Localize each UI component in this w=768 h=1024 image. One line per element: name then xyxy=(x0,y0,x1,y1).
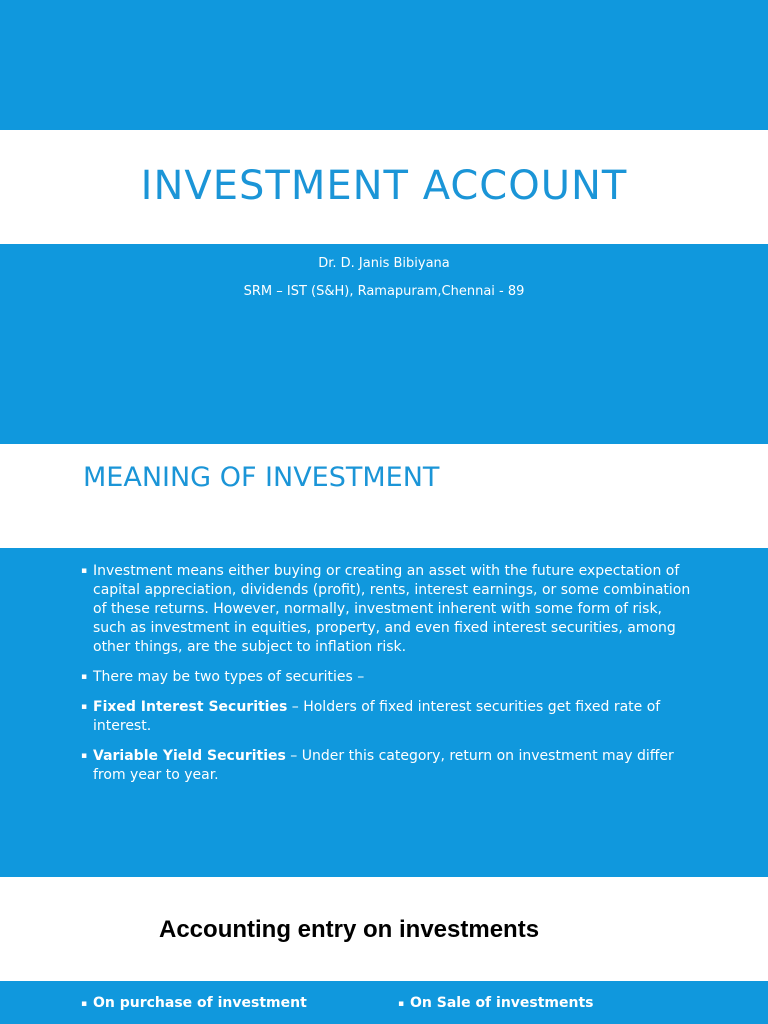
bullet-term: Variable Yield Securities xyxy=(93,748,286,764)
slide1-institution: SRM – IST (S&H), Ramapuram,Chennai - 89 xyxy=(243,284,525,299)
slide3-title: Accounting entry on investments xyxy=(159,916,540,943)
slide2-title-band xyxy=(0,444,768,548)
slide1-title: INVESTMENT ACCOUNT xyxy=(140,163,628,209)
bullet-icon: ▪ xyxy=(81,702,88,712)
bullet-icon: ▪ xyxy=(81,999,88,1009)
slide1-author: Dr. D. Janis Bibiyana xyxy=(318,256,450,271)
sale-entry-item xyxy=(398,995,594,1011)
item-label: On Sale of investments xyxy=(410,995,594,1011)
slide1-subtitle-band xyxy=(0,244,768,444)
bullet-icon: ▪ xyxy=(398,999,405,1009)
bullet-item xyxy=(81,698,691,736)
bullet-icon: ▪ xyxy=(81,751,88,761)
bullet-icon: ▪ xyxy=(81,672,88,682)
bullet-term: Fixed Interest Securities xyxy=(93,699,288,715)
bullet-text: Investment means either buying or creating an asset with the future expectation of capital appreciation, dividends (profit), rents, interest earnings, or some combination of these returns. However, normally, investment inherent with some form of risk, such as investment in equities, property, and even fixed interest securities, among other things, are the subject to inflation risk. xyxy=(93,563,691,655)
bullet-item xyxy=(81,562,691,657)
purchase-entry-item xyxy=(81,995,307,1011)
slide1-top-band xyxy=(0,0,768,130)
bullet-text: There may be two types of securities – xyxy=(93,669,365,685)
bullet-text: – Holders of fixed interest securities get fixed rate of interest. xyxy=(93,699,661,734)
slide2-bullet-list xyxy=(81,562,691,796)
bullet-icon: ▪ xyxy=(81,566,88,576)
bullet-text: – Under this category, return on investment may differ from year to year. xyxy=(93,748,674,783)
item-label: On purchase of investment xyxy=(93,995,307,1011)
bullet-item xyxy=(81,668,691,687)
bullet-item xyxy=(81,747,691,785)
slide2-title: MEANING OF INVESTMENT xyxy=(83,462,440,493)
